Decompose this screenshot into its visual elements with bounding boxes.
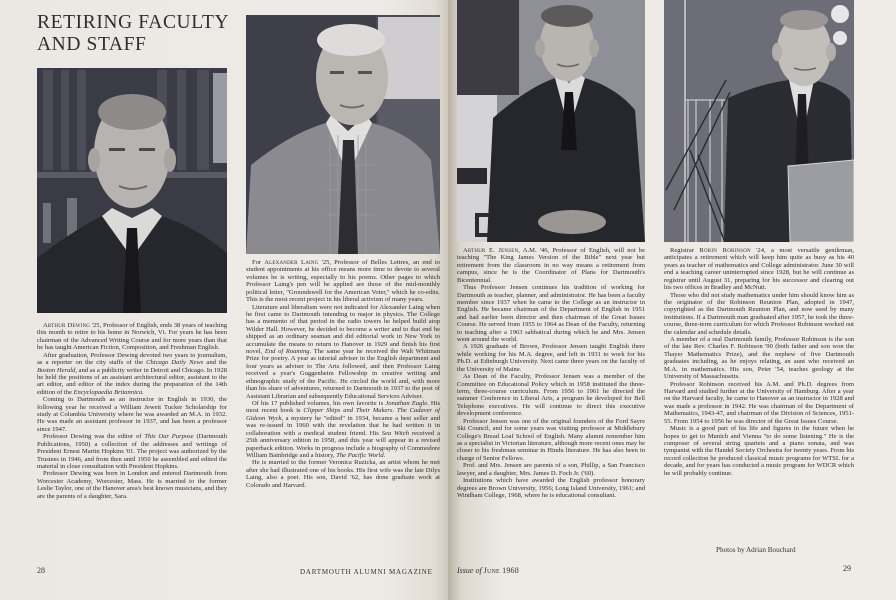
dewing-p1-text: '25, Professor of English, ends 38 years of teaching this month to retire to his home in Norwich, Vt. For years he has been chairman of the Advanced Writing Course and for more years than that he has taught American Fiction, Composition, and Freshman English. xyxy=(37,322,227,352)
robinson-p1-text: '24, a most versatile gentleman, anticipates a retirement which will keep him quite as busy as his 40 years as teacher of mathematics and College administrator. June 30 will end a teaching career uninterrupted since 1928, but he will continue as registrar until August 31, preparing for his successor and clearing out his two offices in Bradley and McNutt. xyxy=(664,247,854,292)
robinson-paragraph-4: Professor Robinson received his A.M. and Ph.D. degrees from Harvard and studied further at the University of Hamburg. After a year on the Harvard faculty, he came to Hanover as an instructor in 1928 and was made a professor in 1942. He was chairman of the Department of Mathematics, 1943-47, and chairman of the Division of Sciences, 1951-55. From 1954 to 1956 he was director of the Great Issues Course. xyxy=(664,380,854,425)
issue-date-footer xyxy=(457,566,519,575)
article-dewing xyxy=(37,322,227,500)
photo-arthur-dewing xyxy=(37,68,227,313)
laing-name: Alexander Laing xyxy=(264,259,319,266)
portrait-dewing-image xyxy=(37,68,227,313)
dewing-p4-text-a: Professor Dewing was the editor of xyxy=(43,433,145,441)
dewing-p2-text-a: After graduation, Professor Dewing devoted two years to journalism, as a reporter on the city staffs of the xyxy=(37,351,227,367)
issue-date: June 1968 xyxy=(483,566,519,575)
page-number-left: 28 xyxy=(37,566,45,575)
dewing-paragraph-2 xyxy=(37,352,227,397)
dewing-p2-italic-3: Encyclopaedia Britannica. xyxy=(73,388,144,396)
dewing-p2-text-b: and the xyxy=(203,359,227,367)
title-line-1: RETIRING FACULTY xyxy=(37,12,230,33)
laing-p2-italic-1: End of Roaming xyxy=(264,348,310,356)
portrait-robinson-image xyxy=(664,0,854,242)
issue-prefix: Issue of xyxy=(457,566,482,575)
laing-p3-text-d: received a 25th anniversary edition in 1958, and this year will appear in a revised paperback edition. Works in progress include a biography of Commodore William Bainbridge and a history, xyxy=(246,429,440,459)
laing-paragraph-3 xyxy=(246,400,440,459)
laing-p2-text-b: . The same year he received the Walt Whitman Prize for poetry. A year as tutorial adviser in the English department and four years as adviser to The Arts followed, and then Professor Laing received a year's Guggenheim Fellowship in creative writing and ethnographic study of the Pacific. He circled the world and, with more than his share of adventures, returned to Dartmouth in 1937 to the post of Assistant Librarian and subsequently Educational Services Adviser. xyxy=(246,348,440,400)
article-laing xyxy=(246,259,440,489)
laing-p3-italic-1: Jonathan Eagle xyxy=(385,400,428,408)
article-title xyxy=(37,12,229,56)
laing-paragraph-2 xyxy=(246,304,440,400)
portrait-laing-image xyxy=(246,15,440,254)
jensen-paragraph-2: Thus Professor Jensen continues his tradition of working for Dartmouth as teacher, planner, and administrator. He has been a faculty member since 1937 when he came to the College as an instructor in English. He became chairman of the Department of English in 1951 and had earlier been director and then chairman of the Great Issues Course. He served from 1955 to 1964 as Dean of the Faculty, returning to teaching after a 1963 sabbatical during which he and Mrs. Jensen went around the world. xyxy=(457,284,645,344)
page-number-right: 29 xyxy=(843,564,851,573)
photo-robin-robinson xyxy=(664,0,854,242)
jensen-paragraph-1 xyxy=(457,247,645,284)
dewing-paragraph-4 xyxy=(37,433,227,470)
jensen-name: Arthur E. Jensen xyxy=(463,247,519,254)
robinson-paragraph-5: Music is a good part of his life and figures in the future when he hopes to get to Munich and Vienna "to do some listening." He is the composer of several string quartets and a piano sonata, and was tympanist with the Handel Society Orchestra for twenty years. From his record collection he produced classical music programs for WTSL for a decade, and for years has conducted a music program for WDCR which he will probably continue. xyxy=(664,425,854,477)
jensen-paragraph-5: Professor Jensen was one of the original founders of the Ford Sayre Ski Council, and for some years was visiting professor at Middlebury College's Bread Loaf School of English. Many alumni remember him as a specialist in Victorian literature, although more recent ones may be closer to his freshman seminar in Hindu literature. He has also been in charge of Senior Fellows. xyxy=(457,417,645,462)
jensen-paragraph-3: A 1926 graduate of Brown, Professor Jensen taught English there while working for his M.A. degree, and left in 1931 to work for his Ph.D. at Edinburgh University. Next came three years on the faculty of the University of Maine. xyxy=(457,343,645,373)
robinson-paragraph-2: Those who did not study mathematics under him should know him as the originator of the Robinson Reunion Plan, adopted in 1947, copyrighted as the Dartmouth Reunion Plan, and now used by many institutions. If a Dartmouth man graduated after 1957, he took the three-course, three-term curriculum for which Professor Robinson worked out the calendar and schedule details. xyxy=(664,291,854,336)
dewing-p2-italic-2: Boston Herald xyxy=(37,366,76,374)
laing-p3-italic-3: Sea Witch xyxy=(381,429,410,437)
photo-arthur-jensen xyxy=(457,0,645,242)
robinson-name: Robin Robinson xyxy=(699,247,751,254)
laing-p1-text: '25, Professor of Belles Lettres, an end to student appointments at his office means more time to devote to several volumes he is writing, especially to his poems. Other pages to which Professor Laing's pen will be applied are those of the mid-monthly political letter, "Groundswell for the American Voter," which he co-edits. This is the most recent project in his liberal activism of many years. xyxy=(246,259,440,304)
dewing-paragraph-1 xyxy=(37,322,227,352)
dewing-p4-italic-1: This Our Purpose xyxy=(144,433,194,441)
laing-paragraph-1 xyxy=(246,259,440,304)
dewing-p2-text-c: , and as a publicity writer in Detroit and Chicago. In 1928 he held the positions of an assistant architectural editor, assistant to the art editor, and editor of the index during the preparation of the 14th edition of the xyxy=(37,366,227,396)
laing-p3-text-a: Of his 17 published volumes, his own favorite is xyxy=(252,400,386,408)
photo-credit: Photos by Adrian Bouchard xyxy=(716,546,796,554)
robinson-paragraph-3: A member of a real Dartmouth family, Professor Robinson is the son of the late Rev. Charles F. Robinson '90 (both father and son won the Thayer Mathematics Prize), and the nephew of five Dartmouth graduates including, as he enjoys relating, an aunt who received an M.A. in mathematics. His son, Peter '54, teaches geology at the University of Massachusetts. xyxy=(664,336,854,381)
dewing-name: Arthur Dewing xyxy=(43,322,91,329)
portrait-jensen-image xyxy=(457,0,645,242)
dewing-p2-italic-1: Chicago Daily News xyxy=(146,359,204,367)
jensen-p1-text: , A.M. '46, Professor of English, will not be teaching "The King James Version of the Bible" next year but retirement from the classroom in no way means a retirement from campus, since he is the Coordinator of Plans for Dartmouth's Bicentennial. xyxy=(457,247,645,284)
laing-p3-italic-4: The Pacific World. xyxy=(336,451,386,459)
article-jensen xyxy=(457,247,645,499)
article-robinson xyxy=(664,247,854,477)
photo-alexander-laing xyxy=(246,15,440,254)
laing-p3-text-c: , a mystery he "edited" in 1934, became a best seller and was re-issued in 1960 with the revelation that he had written it in collaboration with a medical student friend. His xyxy=(246,414,440,437)
laing-paragraph-4: He is married to the former Veronica Ruzicka, an artist whom he met after she had illustrated one of his books. His first wife was the late Dilys Laing, also a poet. His son, David '62, has done graduate work at Colorado and Harvard. xyxy=(246,459,440,489)
dewing-p4-text-b: (Dartmouth Publications, 1950) a collection of the addresses and writings of President Ernest Martin Hopkins '01. The project was authorized by the Trustees in 1946, and from then until 1950 he assembled and edited the material in close consultation with President Hopkins. xyxy=(37,433,227,471)
jensen-paragraph-7: Institutions which have awarded the English professor honorary degrees are Brown University, 1956; Long Island University, 1961; and Windham College, 1968, where he is educational consultant. xyxy=(457,477,645,499)
right-page xyxy=(448,0,896,600)
title-line-2: AND STAFF xyxy=(37,34,147,55)
running-footer-magazine: DARTMOUTH ALUMNI MAGAZINE xyxy=(300,568,433,576)
robinson-paragraph-1 xyxy=(664,247,854,292)
laing-p2-text-a: Literature and liberalism were not indicated for Alexander Laing when he first came to Dartmouth intending to major in physics. The College has a memento of that period in the radio towers he helped build atop Wilder Hall. However, he decided to become a writer and to that end he shipped as an ordinary seaman and did editorial work in New York to accumulate the means to return to Hanover in 1929 and finish his first novel, xyxy=(246,303,440,356)
robinson-lead: Registrar xyxy=(670,247,700,254)
dewing-paragraph-3: Coming to Dartmouth as an instructor in English in 1930, the following year he received a William Jewett Tucker Scholarship for study at Columbia University where he was awarded an M.A. in 1932. He was made an assistant professor in 1937, and has been a professor since 1947. xyxy=(37,396,227,433)
laing-p3-text-b: . His most recent book is xyxy=(246,400,441,415)
jensen-paragraph-4: As Dean of the Faculty, Professor Jensen was a member of the Committee on Educational Policy which in 1958 instituted the three-term, three-course curriculum. From 1956 to 1961 he directed the summer Conference in Liberal Arts, a program he developed for Bell Telephone executives. He will continue to direct this executive development conference. xyxy=(457,373,645,418)
laing-lead: For xyxy=(252,259,265,266)
jensen-paragraph-6: Prof. and Mrs. Jensen are parents of a son, Phillip, a San Francisco lawyer, and a daughter, Mrs. James D. Foch Jr. ('60). xyxy=(457,462,645,477)
dewing-paragraph-5: Professor Dewing was born in London and entered Dartmouth from Worcester Academy, Worcester, Mass. He is married to the former Leslie Taylor, one of the Hanover area's best known musicians, and they are the parents of a daughter, Sara. xyxy=(37,470,227,500)
laing-p3-italic-2: Clipper Ships and Their Makers. The Cadaver of Gideon Wyck xyxy=(246,407,441,422)
